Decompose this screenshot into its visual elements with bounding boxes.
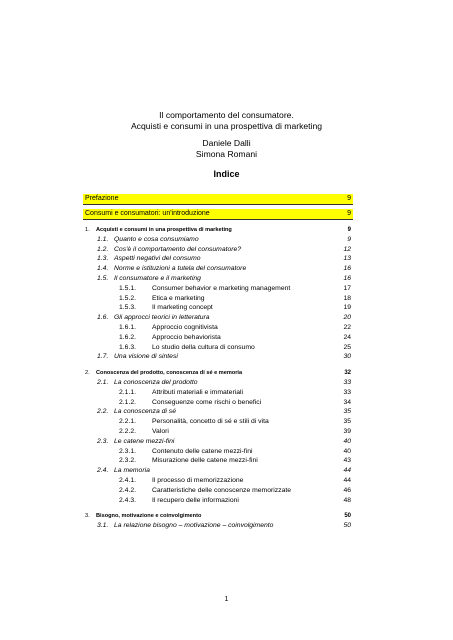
toc-number: 1.4. [97,265,109,273]
toc-label: Prefazione [85,195,119,202]
toc-number: 1.7. [97,353,109,361]
index-heading: Indice [213,169,240,179]
toc-label: Norme e istituzioni a tutela del consumatore [114,265,247,273]
toc-number: 1.6. [97,314,109,322]
toc-label: Aspetti negativi del consumo [114,255,201,263]
toc-number: 1.3. [97,255,109,263]
toc-entry [83,284,353,294]
toc-page: 33 [343,379,351,386]
toc-entry [83,388,353,398]
toc-label: Approccio behaviorista [152,333,221,341]
toc-page: 20 [343,314,351,322]
toc-page: 50 [344,513,351,520]
toc-page: 30 [343,353,351,361]
toc-page: 46 [343,486,351,494]
toc-page: 16 [343,275,351,282]
toc-page: 12 [343,245,351,253]
toc-page: 9 [347,210,351,217]
toc-entry [83,274,353,284]
toc-number: 2.1. [97,379,109,386]
toc-page: 40 [343,447,351,455]
toc-label: Contenuto delle catene mezzi-fini [152,447,253,455]
toc-number: 1.6.1. [119,324,137,331]
toc-highlight-prefazione [83,194,353,205]
toc-number: 1. [85,227,90,233]
toc-number: 2.3.1. [119,447,137,455]
toc-entry [83,407,353,417]
toc-label: Misurazione delle catene mezzi-fini [152,457,258,465]
toc-entry [83,511,353,521]
toc-label: Attributi materiali e immateriali [152,388,244,396]
toc-number: 2.4.2. [119,486,137,494]
toc-entry [83,398,353,408]
toc-page: 9 [347,227,351,233]
toc-number: 2.3. [97,437,109,445]
toc-entry [83,496,353,506]
toc-label: Conoscenza del prodotto, conoscenza di sé e memoria [96,370,243,377]
toc-page: 35 [343,418,351,426]
toc-page: 24 [343,333,351,341]
author-name: Daniele Dalli [202,138,251,148]
toc-label: Quanto e cosa consumiamo [114,235,199,243]
toc-number: 1.6.2. [119,333,137,341]
toc-entry [83,447,353,457]
toc-label: La memoria [114,467,150,475]
toc-entry [83,225,353,235]
toc-entry [83,235,353,245]
toc-page: 32 [344,370,351,377]
toc-page: 33 [343,388,351,396]
toc-page: 40 [343,437,351,445]
title-block [0,110,453,132]
toc-entry [83,466,353,476]
authors-block [0,138,453,160]
toc-page: 43 [343,457,351,465]
toc-highlight-introduzione [83,209,353,220]
toc-number: 2.4.3. [119,496,137,504]
toc-entry [83,427,353,437]
toc-label: Una visione di sintesi [114,353,178,361]
author-name: Simona Romani [195,149,258,159]
toc-number: 2.2.2. [119,428,137,435]
toc-number: 2. [85,370,90,377]
toc-number: 2.1.1. [119,388,137,396]
toc-label: Il recupero delle informazioni [152,496,239,504]
toc-page: 48 [343,496,351,504]
toc-entry [83,476,353,486]
toc-number: 1.5.3. [119,304,137,312]
book-subtitle: Acquisti e consumi in una prospettiva di marketing [130,121,323,131]
toc-label: La conoscenza di sé [114,408,176,416]
toc-entry [83,456,353,466]
toc-label: Acquisti e consumi in una prospettiva di marketing [96,227,232,233]
toc-page: 13 [343,255,351,263]
toc-entry [83,303,353,313]
toc-label: Approccio cognitivista [152,324,218,331]
toc-label: Il processo di memorizzazione [152,477,244,484]
toc-page: 16 [343,265,351,273]
toc-number: 1.5. [97,275,109,282]
toc-page: 25 [343,343,351,351]
toc-number: 2.4. [97,467,109,475]
toc-entry [83,437,353,447]
toc-label: Personalità, concetto di sé e stili di vita [152,418,269,426]
toc-entry [83,245,353,255]
toc-number: 1.5.1. [119,284,137,292]
toc-entry [83,378,353,388]
toc-number: 3. [85,513,90,520]
toc-number: 2.4.1. [119,477,137,484]
toc-label: Gli approcci teorici in letteratura [114,314,210,322]
toc-page: 9 [347,235,351,243]
toc-label: Caratteristiche delle conoscenze memorizzate [152,486,292,494]
toc-entry [83,521,353,531]
toc-number: 3.1. [97,522,109,530]
toc-entry [83,352,353,362]
toc-page: 44 [343,467,351,475]
toc-number: 1.5.2. [119,294,137,302]
book-title: Il comportamento del consumatore. [159,110,294,120]
toc-entry [83,294,353,304]
toc-number: 1.6.3. [119,343,137,351]
toc-label: Consumi e consumatori: un'introduzione [85,210,210,217]
toc-page: 34 [343,398,351,406]
toc-label: Il consumatore e il marketing [114,275,201,282]
toc-page: 39 [343,428,351,435]
toc-entry [83,264,353,274]
toc-number: 2.3.2. [119,457,137,465]
toc-page: 44 [343,477,351,484]
toc-label: Valori [152,428,169,435]
toc-entry [83,486,353,496]
toc-number: 2.2.1. [119,418,137,426]
toc-entry [83,254,353,264]
toc-entry [83,313,353,323]
toc-number: 1.1. [97,235,109,243]
toc-entry [83,343,353,353]
toc-entry [83,417,353,427]
toc-label: Lo studio della cultura di consumo [152,343,255,351]
toc-label: Il marketing concept [152,304,213,312]
toc-page: 9 [347,195,351,202]
toc-page: 17 [343,284,351,292]
toc-page: 18 [343,294,351,302]
toc-label: Conseguenze come rischi o benefici [152,398,262,406]
toc-number: 2.2. [97,408,109,416]
toc-entry [83,323,353,333]
toc-label: Le catene mezzi-fini [114,437,175,445]
toc-label: Bisogno, motivazione e coinvolgimento [96,513,202,520]
toc-label: Etica e marketing [152,294,205,302]
toc-number: 1.2. [97,245,109,253]
toc-entry [83,333,353,343]
toc-number: 2.1.2. [119,398,137,406]
page-number: 1 [224,596,229,603]
toc-page: 22 [343,324,351,331]
toc-label: Consumer behavior e marketing management [152,284,291,292]
toc-label: La conoscenza del prodotto [114,379,198,386]
toc-label: La relazione bisogno – motivazione – coinvolgimento [114,522,274,530]
toc-page: 19 [343,304,351,312]
toc-label: Cos'è il comportamento del consumatore? [114,245,242,253]
toc-entry [83,368,353,378]
toc-page: 50 [343,522,351,530]
toc-page: 35 [343,408,351,416]
